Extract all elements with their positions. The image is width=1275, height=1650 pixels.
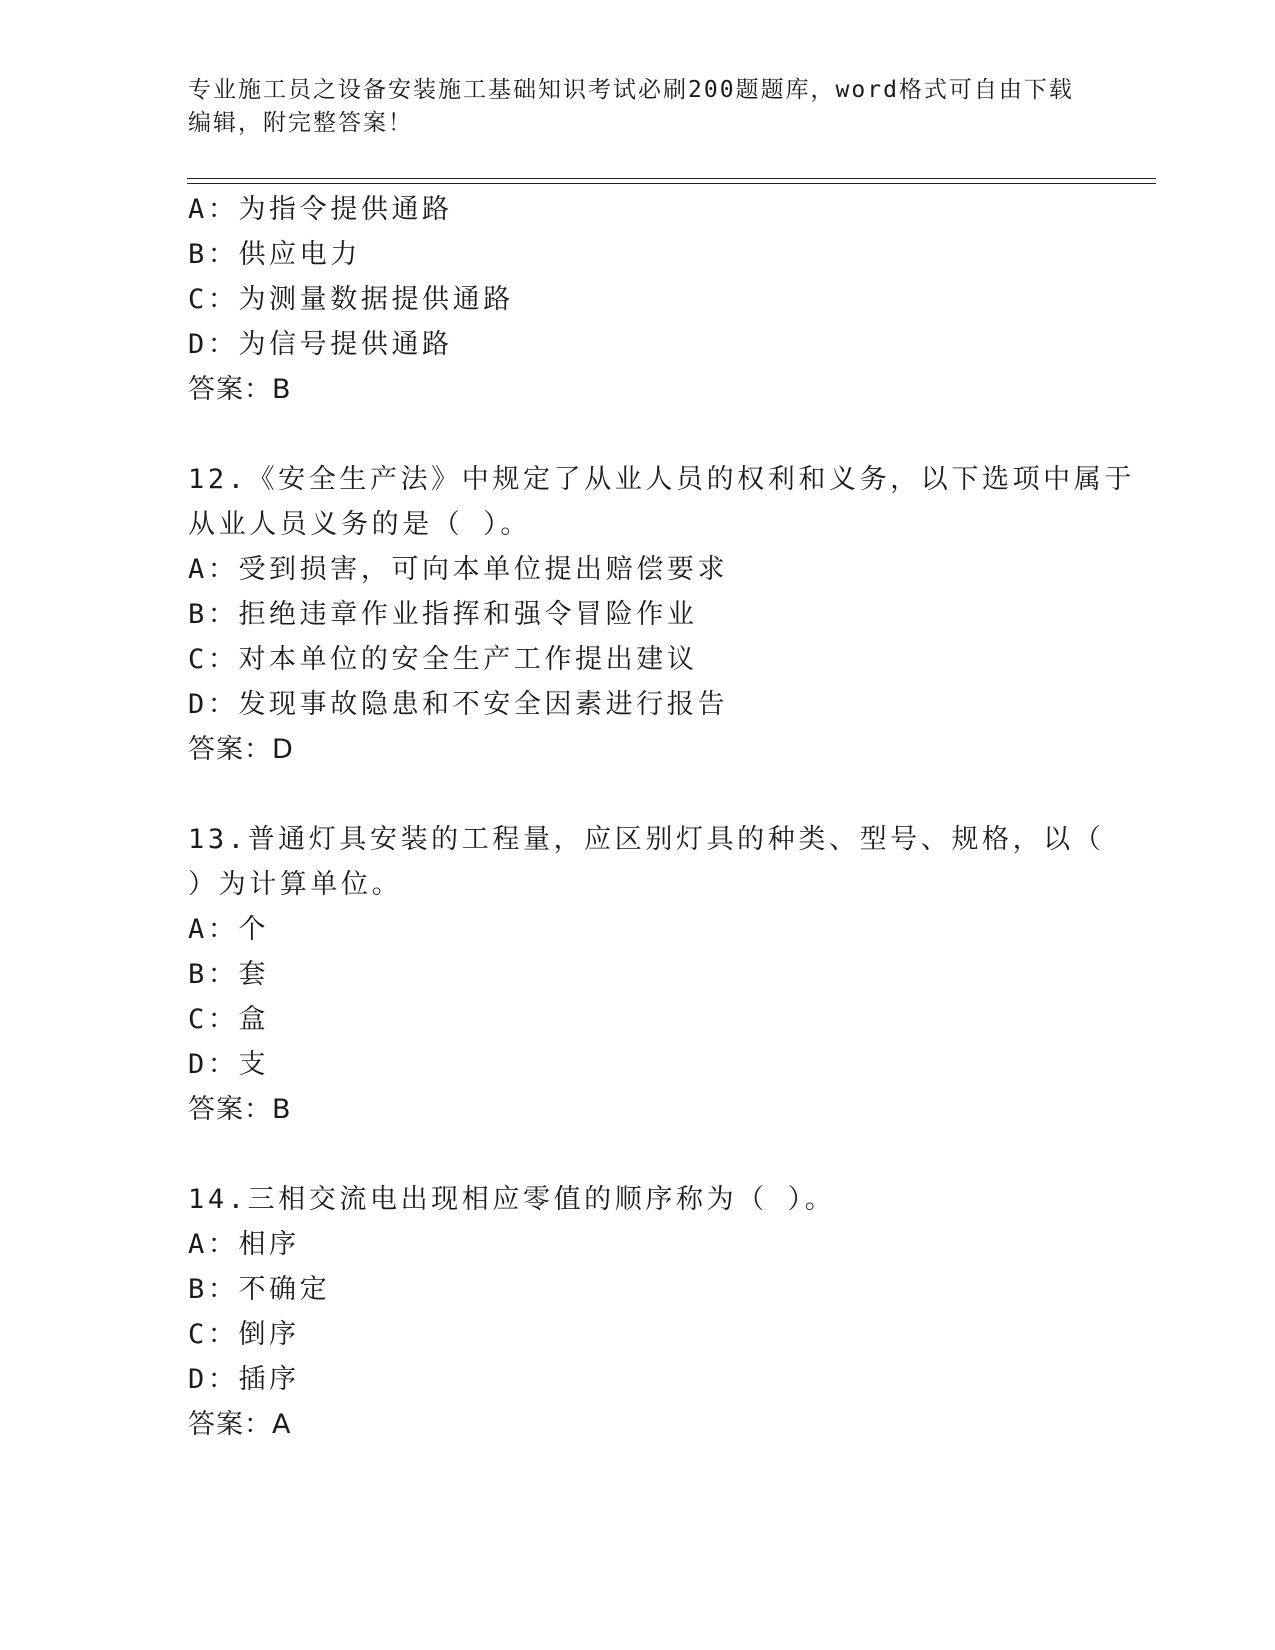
q11-option-d: D：为信号提供通路 — [188, 329, 453, 360]
q13-question-line-2: ）为计算单位。 — [188, 869, 403, 900]
header-rule-bottom — [187, 183, 1156, 184]
document-header — [188, 74, 1088, 140]
q12-question-line-2: 从业人员义务的是（ ）。 — [188, 509, 531, 540]
q12-option-b: B：拒绝违章作业指挥和强令冒险作业 — [188, 599, 698, 630]
q13-answer: 答案：B — [188, 1094, 292, 1125]
q13-option-a: A：个 — [188, 914, 270, 945]
q12-question-line-1: 12.《安全生产法》中规定了从业人员的权利和义务，以下选项中属于 — [188, 464, 1135, 495]
q11-option-a: A：为指令提供通路 — [188, 194, 453, 225]
q14-option-c: C：倒序 — [188, 1319, 300, 1350]
q12-option-c: C：对本单位的安全生产工作提出建议 — [188, 644, 698, 675]
q13-option-c: C：盒 — [188, 1004, 270, 1035]
header-rule-top — [187, 178, 1156, 179]
q14-option-d: D：插序 — [188, 1364, 300, 1395]
q12-option-d: D：发现事故隐患和不安全因素进行报告 — [188, 689, 729, 720]
q11-option-b: B：供应电力 — [188, 239, 361, 270]
header-title-line-2: 编辑，附完整答案！ — [188, 110, 413, 136]
q12-option-a: A：受到损害，可向本单位提出赔偿要求 — [188, 554, 729, 585]
q13-question-line-1: 13.普通灯具安装的工程量，应区别灯具的种类、型号、规格，以（ — [188, 824, 1105, 855]
q14-answer: 答案：A — [188, 1409, 292, 1440]
q11-option-c: C：为测量数据提供通路 — [188, 284, 514, 315]
q12-answer: 答案：D — [188, 734, 294, 765]
q13-option-b: B：套 — [188, 959, 270, 990]
q14-option-b: B：不确定 — [188, 1274, 331, 1305]
q14-option-a: A：相序 — [188, 1229, 300, 1260]
q11-answer: 答案：B — [188, 374, 292, 405]
header-title-line-1: 专业施工员之设备安装施工基础知识考试必刷200题题库，word格式可自由下载 — [188, 77, 1074, 103]
q13-option-d: D：支 — [188, 1049, 270, 1080]
q14-question-line-1: 14.三相交流电出现相应零值的顺序称为（ ）。 — [188, 1184, 836, 1215]
